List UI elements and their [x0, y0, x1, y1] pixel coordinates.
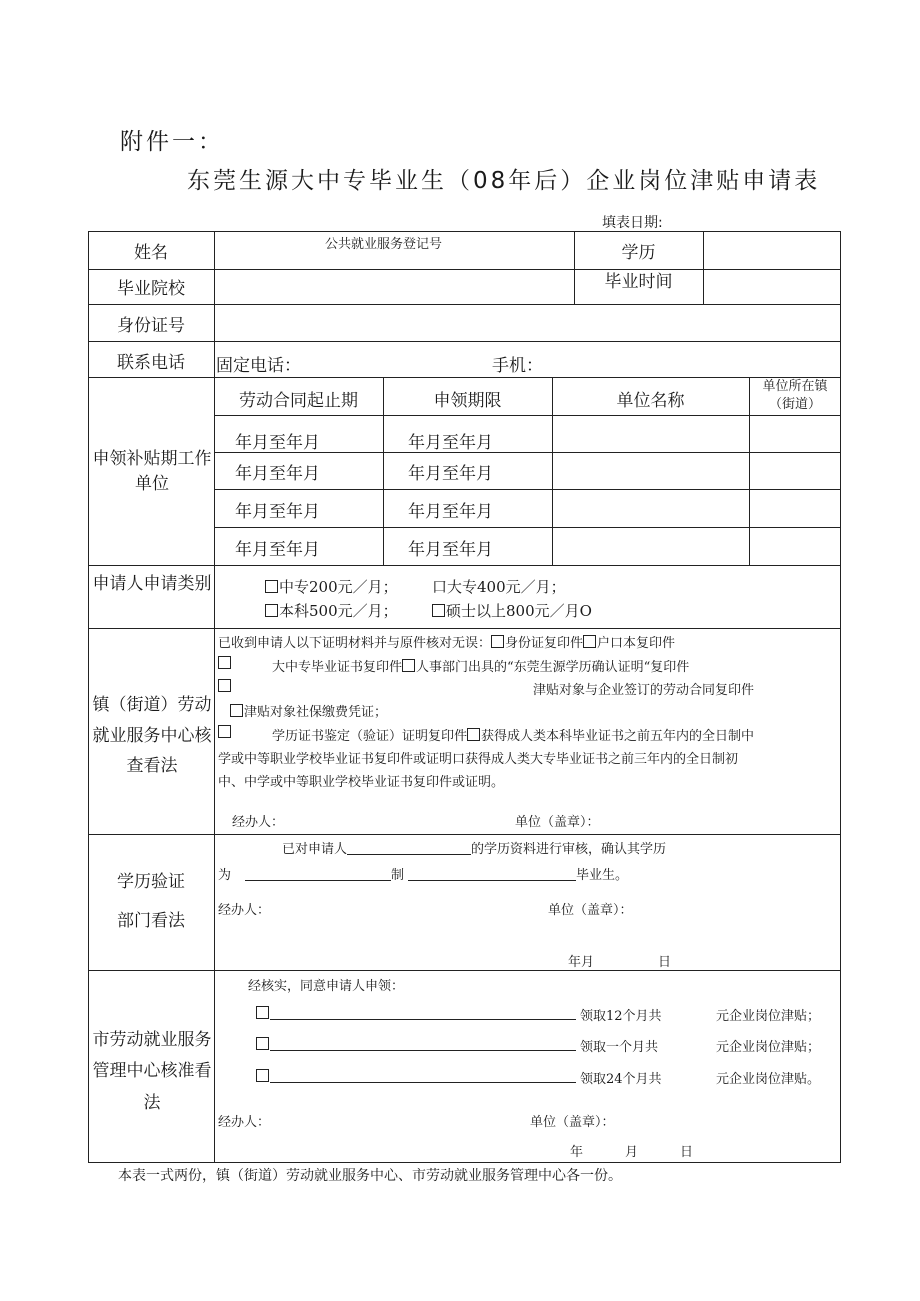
city-review-label: 市劳动就业服务管理中心核准看法: [92, 1030, 212, 1113]
edu-line2a: 为: [218, 868, 232, 883]
unit-town-header: 单位所在镇（街道）: [762, 379, 828, 412]
checkbox-icon[interactable]: [218, 725, 231, 738]
claim-period: 年月至年月: [408, 464, 493, 484]
verification-label: 学历证书鉴定（验证）证明复印件: [272, 729, 468, 744]
contract-period: 年月至年月: [235, 433, 320, 453]
approval-option-12[interactable]: [256, 1005, 576, 1022]
edu-handler-label: 经办人：: [218, 903, 271, 918]
approval-option-24[interactable]: [256, 1068, 576, 1085]
checkbox-icon[interactable]: [491, 635, 504, 648]
town-line7: 中、中学或中等职业学校毕业证书复印件或证明。: [218, 775, 505, 790]
checkbox-icon: [265, 604, 278, 617]
graduation-time-label: 毕业时间: [604, 272, 673, 292]
name-label: 姓名: [134, 243, 168, 263]
work-unit-label: 申领补贴期工作单位: [92, 449, 212, 494]
checkbox-icon[interactable]: [218, 679, 231, 692]
mobile-label: 手机：: [492, 356, 543, 376]
id-number-field[interactable]: [216, 306, 838, 340]
option-bachelor[interactable]: 本科500元／月；: [265, 600, 398, 621]
checkbox-icon: [265, 580, 278, 593]
city-unit-label: 单位（盖章）：: [530, 1115, 615, 1130]
checkbox-icon[interactable]: [256, 1037, 269, 1050]
form-title: 东莞生源大中专毕业生（08年后）企业岗位津贴申请表: [187, 168, 821, 194]
education-label: 学历: [621, 243, 656, 263]
contract-period: 年月至年月: [235, 464, 320, 484]
option-vocational[interactable]: 中专200元／月；: [265, 576, 398, 597]
approval-24-label: 领取24个月共: [580, 1072, 662, 1087]
applicant-name-blank[interactable]: [347, 840, 471, 855]
town-handler-label: 经办人：: [232, 815, 285, 830]
system-blank[interactable]: [245, 866, 391, 881]
landline-label: 固定电话：: [216, 356, 301, 376]
checkbox-icon: [432, 604, 445, 617]
approval-12-label: 领取12个月共: [580, 1009, 662, 1024]
phone-label: 联系电话: [117, 353, 185, 373]
attachment-label: 附件一：: [120, 129, 224, 155]
edu-unit-label: 单位（盖章）：: [548, 903, 633, 918]
hr-certificate-label: 人事部门出具的“东莞生源学历确认证明“复印件: [416, 660, 690, 675]
fill-date-label: 填表日期:: [602, 215, 663, 231]
edu-review-label-line1: 学历验证 部门看法: [117, 872, 185, 931]
claim-period: 年月至年月: [408, 433, 493, 453]
approval-12-suffix: 元企业岗位津贴；: [716, 1009, 821, 1024]
approval-blank[interactable]: [270, 1068, 576, 1083]
claim-period: 年月至年月: [408, 540, 493, 560]
edu-line2c: 毕业生。: [576, 868, 629, 883]
approval-option-1[interactable]: [256, 1036, 576, 1053]
education-field[interactable]: [705, 233, 838, 267]
approval-24-suffix: 元企业岗位津贴。: [716, 1072, 821, 1087]
town-review-label: 镇（街道）劳动就业服务中心核查看法: [92, 695, 212, 777]
checkbox-icon[interactable]: [467, 728, 480, 741]
edu-line1b: 的学历资料进行审核，确认其学历: [471, 842, 667, 857]
contract-period: 年月至年月: [235, 540, 320, 560]
degree-blank[interactable]: [408, 866, 576, 881]
city-year-label: 年: [570, 1145, 584, 1160]
checkbox-icon[interactable]: [402, 659, 415, 672]
checkbox-icon[interactable]: [230, 704, 243, 717]
id-copy-label: 身份证复印件: [505, 636, 584, 651]
approval-1-suffix: 元企业岗位津贴；: [716, 1040, 821, 1055]
school-field[interactable]: [216, 271, 572, 303]
checkbox-icon[interactable]: [583, 635, 596, 648]
option-college[interactable]: 口大专400元／月；: [432, 578, 566, 596]
hukou-copy-label: 户口本复印件: [597, 636, 676, 651]
school-label: 毕业院校: [117, 279, 185, 299]
graduation-time-field[interactable]: [705, 271, 838, 303]
contract-copy-label: 津贴对象与企业签订的劳动合同复印件: [533, 683, 755, 698]
adult-bachelor-label: 获得成人类本科毕业证书之前五年内的全日制中: [481, 729, 755, 744]
edu-date-label: 年月 日: [568, 955, 672, 970]
town-line1: 已收到申请人以下证明材料并与原件核对无误：: [218, 636, 492, 651]
id-number-label: 身份证号: [117, 316, 185, 336]
town-line6: 学或中等职业学校毕业证书复印件或证明口获得成人类大专毕业证书之前三年内的全日制初: [218, 752, 739, 767]
city-intro: 经核实，同意申请人申领：: [248, 979, 405, 994]
approval-blank[interactable]: [270, 1005, 576, 1020]
approval-blank[interactable]: [270, 1036, 576, 1051]
contract-period: 年月至年月: [235, 502, 320, 522]
edu-line2b: 制: [391, 868, 405, 883]
diploma-copy-label: 大中专毕业证书复印件: [272, 660, 403, 675]
option-master[interactable]: 硕士以上800元／月O: [432, 600, 592, 621]
checkbox-icon[interactable]: [256, 1006, 269, 1019]
unit-name-header: 单位名称: [616, 391, 685, 411]
claim-period: 年月至年月: [408, 502, 493, 522]
contract-period-header: 劳动合同起止期: [239, 391, 358, 411]
city-month-label: 月: [625, 1145, 639, 1160]
town-unit-label: 单位（盖章）：: [515, 815, 600, 830]
checkbox-icon[interactable]: [256, 1069, 269, 1082]
approval-1-label: 领取一个月共: [580, 1040, 659, 1055]
city-day-label: 日: [680, 1145, 694, 1160]
edu-line1a: 已对申请人: [282, 842, 348, 857]
footnote: 本表一式两份，镇（街道）劳动就业服务中心、市劳动就业服务管理中心各一份。: [118, 1168, 622, 1184]
city-handler-label: 经办人：: [218, 1115, 271, 1130]
category-label: 申请人申请类别: [92, 574, 212, 594]
registration-number-label: 公共就业服务登记号: [325, 237, 443, 252]
claim-period-header: 申领期限: [433, 391, 502, 411]
checkbox-icon[interactable]: [218, 656, 231, 669]
name-field[interactable]: [216, 249, 572, 267]
social-security-label: 津贴对象社保缴费凭证；: [244, 705, 388, 720]
